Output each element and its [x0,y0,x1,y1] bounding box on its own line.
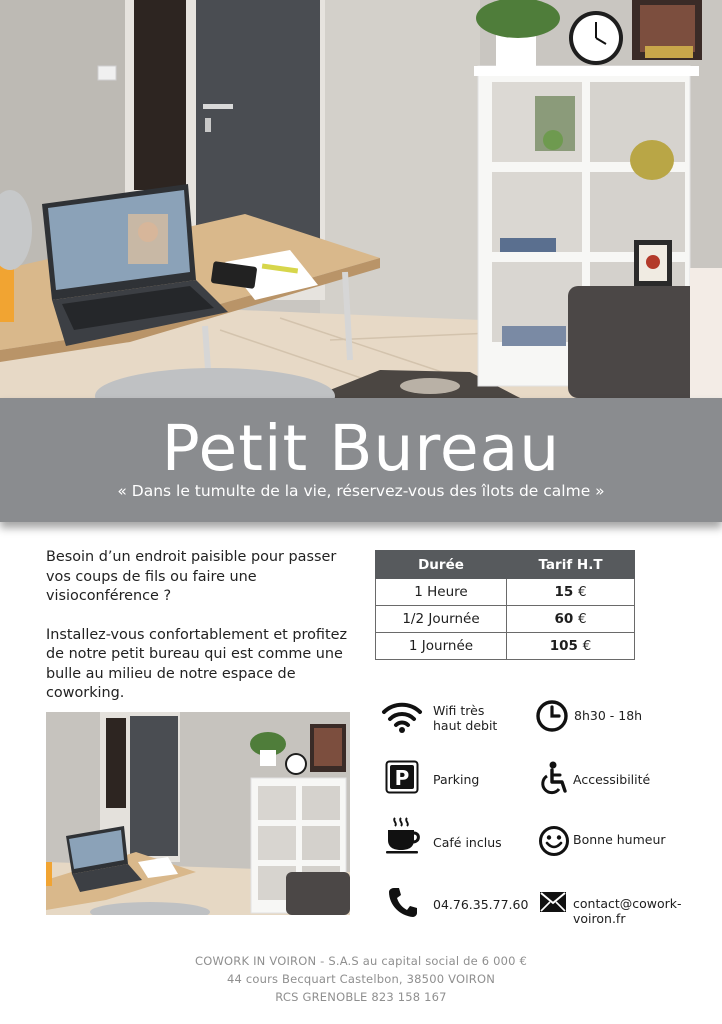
email-address[interactable]: contact@cowork-voiron.fr [573,896,682,926]
footer-registration: RCS GRENOBLE 823 158 167 [275,990,447,1004]
price-table [375,550,635,660]
table-row [376,579,635,606]
currency-symbol: € [577,584,587,600]
clock-icon [535,699,569,733]
feature-wifi-label: Wifi très haut debit [433,703,498,733]
price-value: 60 [554,611,574,627]
footer-company: COWORK IN VOIRON - S.A.S au capital social de 6 000 € [194,954,528,968]
phone-number[interactable]: 04.76.35.77.60 [433,897,529,912]
parking-icon [385,760,419,794]
office-photo-illustration [46,712,350,915]
svg-text:P: P [394,766,410,790]
currency-symbol: € [577,611,587,627]
wifi-icon [381,700,423,734]
price-cell [507,606,635,633]
feature-hours-label: 8h30 - 18h [574,708,643,723]
feature-parking-label: Parking [433,772,480,787]
footer [0,952,722,1006]
duration-cell: 1 Heure [376,579,507,606]
phone-icon [388,886,418,918]
column-header-duration: Durée [376,551,507,579]
wheelchair-icon [539,761,569,797]
feature-accessibility-label: Accessibilité [573,772,651,787]
price-table-header [376,551,635,579]
table-row [376,606,635,633]
intro-text [46,548,351,723]
currency-symbol: € [582,638,592,654]
feature-mood-label: Bonne humeur [573,832,666,847]
smiley-icon [538,825,570,857]
price-value: 15 [554,584,574,600]
duration-cell: 1/2 Journée [376,606,507,633]
office-photo [46,712,350,915]
footer-address: 44 cours Becquart Castelbon, 38500 VOIRON [226,972,496,986]
hero-photo [0,0,722,398]
intro-paragraph-2: Installez-vous confortablement et profitez de notre petit bureau qui est comme une bulle au milieu de notre espace de coworking. [46,626,348,701]
page-subtitle: « Dans le tumulte de la vie, réservez-vous des îlots de calme » [117,482,605,500]
duration-cell: 1 Journée [376,633,507,660]
price-cell [507,579,635,606]
column-header-price: Tarif H.T [507,551,635,579]
price-value: 105 [549,638,578,654]
price-cell [507,633,635,660]
envelope-icon [539,891,567,913]
coffee-cup-icon [385,816,421,854]
table-row [376,633,635,660]
feature-coffee-label: Café inclus [433,835,502,850]
page-title: Petit Bureau [161,412,561,485]
office-room-illustration [0,0,722,398]
title-band [0,398,722,522]
intro-paragraph-1: Besoin d’un endroit paisible pour passer vos coups de fils ou faire une visioconférence ? [46,549,337,604]
